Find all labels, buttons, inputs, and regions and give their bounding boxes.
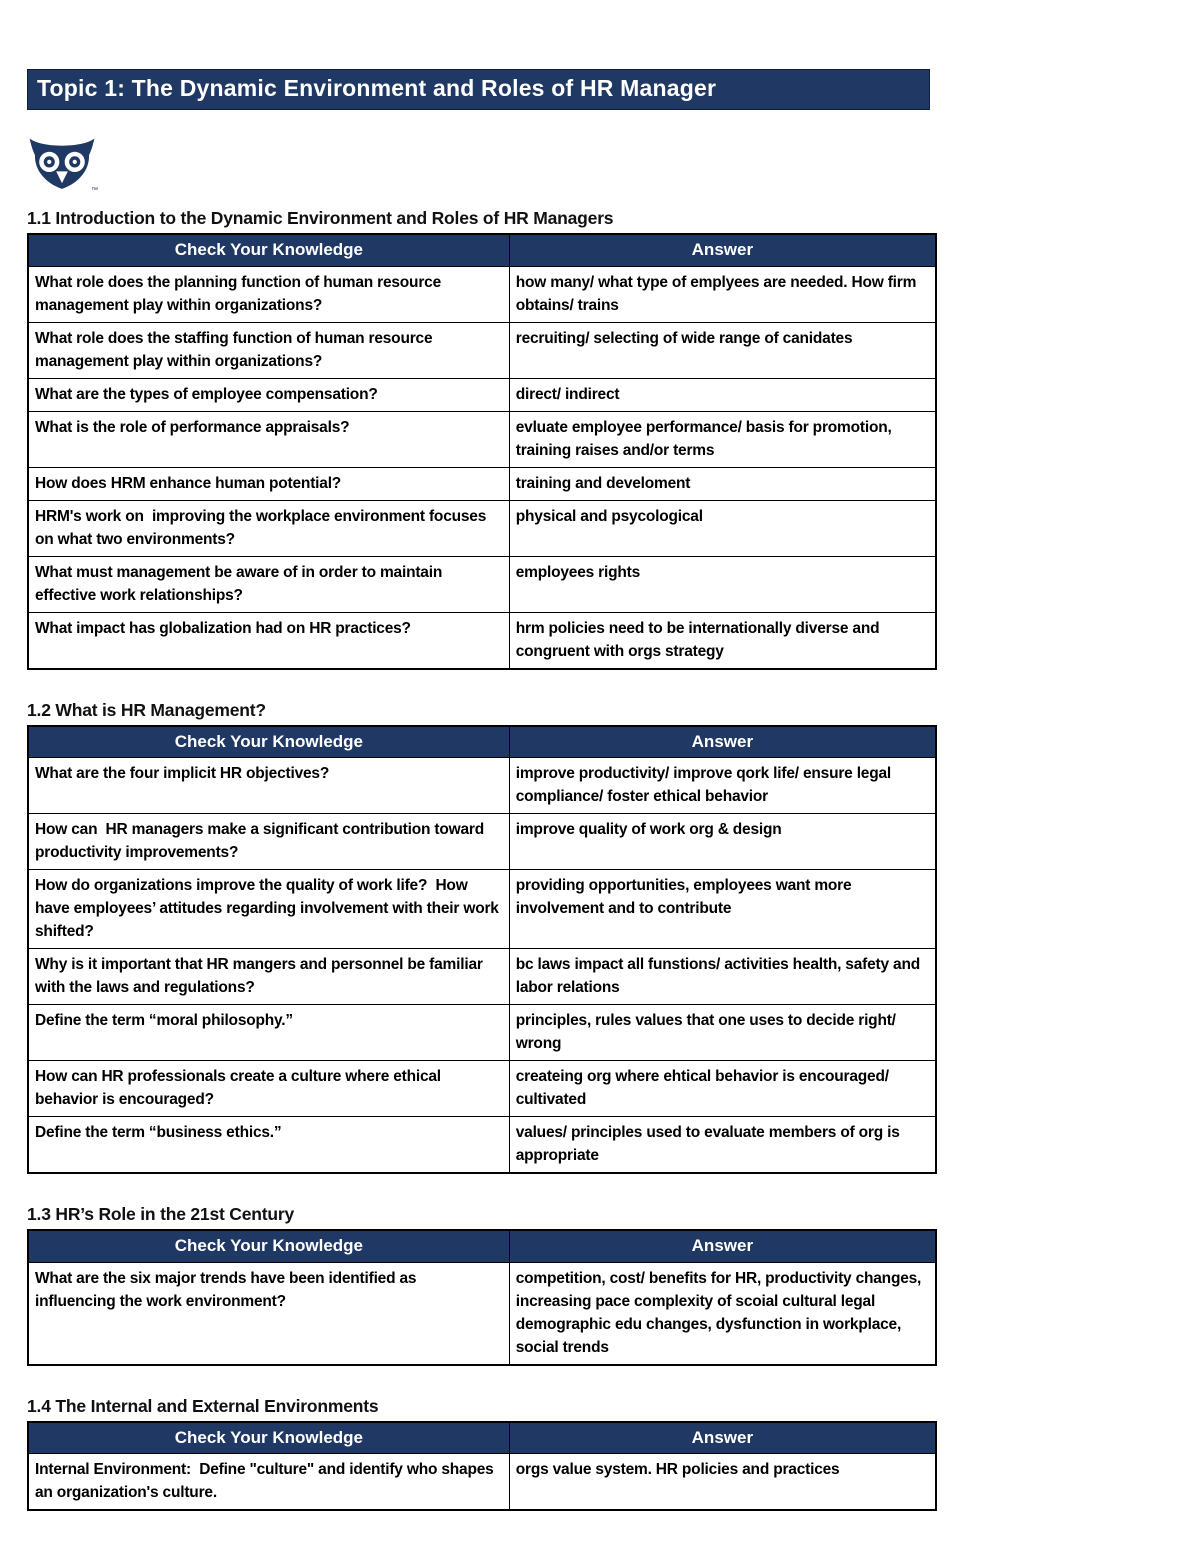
question-cell: What must management be aware of in order to maintain effective work relationships?: [28, 556, 509, 612]
fau-owl-logo: [27, 136, 107, 200]
table-body: [28, 758, 936, 1174]
question-column-header: Check Your Knowledge: [28, 234, 509, 266]
table-row: [28, 1061, 936, 1117]
table-row: [28, 1117, 936, 1174]
answer-cell: training and develoment: [509, 467, 936, 500]
table-header-row: [28, 234, 936, 266]
question-cell: What role does the planning function of human resource management play within organizations?: [28, 266, 509, 322]
knowledge-table: [27, 1229, 937, 1366]
trademark-mark: ™: [91, 187, 98, 194]
question-column-header: Check Your Knowledge: [28, 1230, 509, 1262]
question-cell: What role does the staffing function of human resource management play within organizations?: [28, 322, 509, 378]
question-cell: Why is it important that HR mangers and personnel be familiar with the laws and regulations?: [28, 949, 509, 1005]
question-cell: How can HR professionals create a culture where ethical behavior is encouraged?: [28, 1061, 509, 1117]
page-title-banner: [27, 69, 930, 110]
answer-cell: values/ principles used to evaluate members of org is appropriate: [509, 1117, 936, 1174]
question-cell: Define the term “moral philosophy.”: [28, 1005, 509, 1061]
section-3: [27, 1204, 1200, 1366]
question-cell: How do organizations improve the quality of work life? How have employees’ attitudes regarding involvement with their work shifted?: [28, 870, 509, 949]
answer-cell: employees rights: [509, 556, 936, 612]
answer-cell: createing org where ehtical behavior is encouraged/ cultivated: [509, 1061, 936, 1117]
table-header-row: [28, 1230, 936, 1262]
table-row: [28, 556, 936, 612]
question-column-header: Check Your Knowledge: [28, 726, 509, 758]
table-head: [28, 1422, 936, 1454]
question-cell: How does HRM enhance human potential?: [28, 467, 509, 500]
table-body: [28, 1262, 936, 1365]
table-row: [28, 1262, 936, 1365]
question-cell: How can HR managers make a significant contribution toward productivity improvements?: [28, 814, 509, 870]
sections-container: [27, 208, 1200, 1511]
answer-cell: principles, rules values that one uses to decide right/ wrong: [509, 1005, 936, 1061]
answer-column-header: Answer: [509, 1422, 936, 1454]
owl-icon: [27, 136, 97, 192]
table-row: [28, 378, 936, 411]
table-row: [28, 949, 936, 1005]
answer-cell: direct/ indirect: [509, 378, 936, 411]
answer-cell: how many/ what type of emplyees are needed. How firm obtains/ trains: [509, 266, 936, 322]
table-head: [28, 726, 936, 758]
answer-cell: recruiting/ selecting of wide range of canidates: [509, 322, 936, 378]
question-cell: What is the role of performance appraisals?: [28, 411, 509, 467]
answer-cell: bc laws impact all funstions/ activities health, safety and labor relations: [509, 949, 936, 1005]
question-cell: What are the types of employee compensation?: [28, 378, 509, 411]
table-row: [28, 612, 936, 669]
answer-cell: providing opportunities, employees want more involvement and to contribute: [509, 870, 936, 949]
table-row: [28, 814, 936, 870]
question-cell: What are the six major trends have been identified as influencing the work environment?: [28, 1262, 509, 1365]
section-4: [27, 1396, 1200, 1512]
question-cell: What impact has globalization had on HR practices?: [28, 612, 509, 669]
table-row: [28, 870, 936, 949]
section-heading: 1.1 Introduction to the Dynamic Environment and Roles of HR Managers: [27, 208, 614, 228]
question-column-header: Check Your Knowledge: [28, 1422, 509, 1454]
answer-cell: competition, cost/ benefits for HR, productivity changes, increasing pace complexity of scoial cultural legal demographic edu changes, dysfunction in workplace, social trends: [509, 1262, 936, 1365]
answer-cell: hrm policies need to be internationally diverse and congruent with orgs strategy: [509, 612, 936, 669]
section-heading: 1.2 What is HR Management?: [27, 699, 266, 720]
section-heading: 1.4 The Internal and External Environments: [27, 1395, 379, 1416]
section-2: [27, 700, 1200, 1175]
question-cell: Define the term “business ethics.”: [28, 1117, 509, 1174]
table-body: [28, 266, 936, 669]
table-row: [28, 1454, 936, 1511]
knowledge-table: [27, 725, 937, 1175]
section-heading: 1.3 HR’s Role in the 21st Century: [27, 1204, 294, 1224]
table-row: [28, 500, 936, 556]
knowledge-table: [27, 1421, 937, 1512]
answer-cell: orgs value system. HR policies and practices: [509, 1454, 936, 1511]
answer-cell: improve productivity/ improve qork life/ ensure legal compliance/ foster ethical behavior: [509, 758, 936, 814]
page-title: Topic 1: The Dynamic Environment and Roles of HR Manager: [37, 75, 717, 101]
table-row: [28, 467, 936, 500]
answer-column-header: Answer: [509, 726, 936, 758]
question-cell: What are the four implicit HR objectives?: [28, 758, 509, 814]
table-header-row: [28, 1422, 936, 1454]
table-header-row: [28, 726, 936, 758]
knowledge-table: [27, 233, 937, 670]
answer-cell: evluate employee performance/ basis for promotion, training raises and/or terms: [509, 411, 936, 467]
answer-cell: improve quality of work org & design: [509, 814, 936, 870]
table-row: [28, 758, 936, 814]
table-head: [28, 234, 936, 266]
answer-column-header: Answer: [509, 1230, 936, 1262]
section-1: [27, 208, 1200, 670]
table-row: [28, 322, 936, 378]
question-cell: Internal Environment: Define "culture" and identify who shapes an organization's culture.: [28, 1454, 509, 1511]
table-body: [28, 1454, 936, 1511]
table-head: [28, 1230, 936, 1262]
table-row: [28, 1005, 936, 1061]
answer-column-header: Answer: [509, 234, 936, 266]
question-cell: HRM's work on improving the workplace environment focuses on what two environments?: [28, 500, 509, 556]
answer-cell: physical and psycological: [509, 500, 936, 556]
table-row: [28, 266, 936, 322]
table-row: [28, 411, 936, 467]
